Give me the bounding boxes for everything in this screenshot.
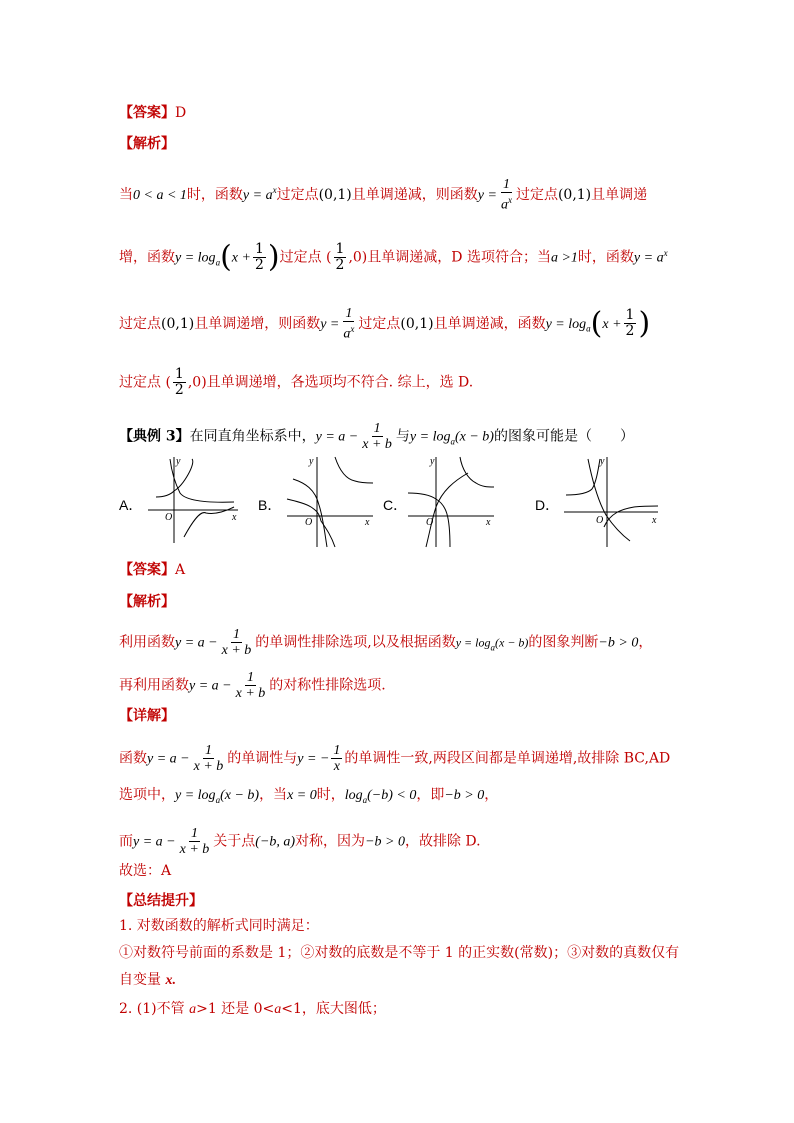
numerator: 1 bbox=[246, 670, 254, 685]
text: 当 bbox=[119, 186, 133, 203]
text: ，即 bbox=[416, 787, 445, 803]
text: 的图象可能是（ ） bbox=[493, 428, 634, 445]
denominator: x bbox=[333, 759, 340, 774]
analysis1-line-2 bbox=[119, 239, 668, 275]
fraction bbox=[499, 177, 514, 213]
text: 过定点 ( bbox=[119, 374, 171, 391]
text: >1 还是 0< bbox=[196, 1001, 275, 1017]
math: (0,1) bbox=[318, 186, 352, 203]
denominator bbox=[499, 193, 514, 213]
curve-hyperbola-right bbox=[460, 457, 494, 487]
math: (0,1) bbox=[400, 315, 434, 332]
denominator: x + b bbox=[221, 643, 252, 658]
origin-label: O bbox=[596, 515, 604, 526]
y-label: y bbox=[430, 456, 435, 467]
option-d-label: D． bbox=[535, 497, 560, 513]
analysis1-line-4 bbox=[119, 367, 473, 398]
math: y = log bbox=[455, 635, 491, 650]
math: x + bbox=[602, 316, 622, 332]
math: log bbox=[344, 788, 363, 803]
origin-label: O bbox=[426, 517, 434, 528]
text: 自变量 bbox=[119, 972, 161, 988]
detail-line-2 bbox=[119, 785, 498, 810]
summary-label: 【总结提升】 bbox=[119, 893, 203, 909]
den-sup: x bbox=[507, 195, 512, 205]
math: a >1 bbox=[550, 250, 578, 266]
math: −b > 0 bbox=[598, 635, 639, 651]
text: 时，函数 bbox=[186, 186, 243, 203]
math: x + bbox=[231, 250, 251, 266]
math-sub: a bbox=[215, 794, 221, 805]
text: ，故排除 D. bbox=[404, 833, 481, 850]
denominator: 2 bbox=[174, 382, 184, 398]
math: y = a bbox=[242, 187, 273, 203]
answer-label: 【答案】 bbox=[119, 105, 175, 121]
math: (0,1) bbox=[557, 186, 592, 203]
text: ，当 bbox=[259, 787, 288, 803]
text: ， bbox=[638, 634, 653, 651]
numerator: 1 bbox=[345, 306, 353, 321]
answer-label: 【答案】 bbox=[119, 562, 175, 578]
math: y = bbox=[320, 316, 340, 332]
text: <1，底大图低； bbox=[281, 1001, 386, 1017]
math: a bbox=[189, 1002, 197, 1017]
math: y = a − bbox=[189, 678, 232, 694]
analysis-label-2: 【解析】 bbox=[119, 594, 175, 610]
analysis-label-1: 【解析】 bbox=[119, 136, 175, 152]
example3-line bbox=[119, 421, 634, 452]
y-label: y bbox=[176, 456, 181, 467]
denominator bbox=[341, 322, 356, 342]
denominator: x + b bbox=[235, 686, 266, 701]
fraction bbox=[234, 670, 268, 701]
denominator: 2 bbox=[625, 323, 635, 340]
math: y = a − bbox=[147, 751, 190, 767]
text: 在同直角坐标系中， bbox=[189, 428, 316, 445]
detail-line-1 bbox=[119, 743, 670, 774]
denominator: x + b bbox=[362, 437, 392, 452]
fraction bbox=[624, 308, 637, 339]
text: 2. (1)不管 bbox=[119, 1001, 185, 1017]
curve-log bbox=[426, 473, 468, 547]
paren-open: ( bbox=[220, 239, 232, 275]
math: x = 0 bbox=[287, 788, 317, 803]
fraction bbox=[341, 306, 356, 342]
math: a bbox=[274, 1002, 282, 1017]
denominator: 2 bbox=[335, 257, 345, 273]
text: ,0) bbox=[187, 374, 207, 391]
fraction bbox=[253, 242, 266, 273]
text: 增，函数 bbox=[119, 249, 175, 266]
math: (0,1) bbox=[161, 315, 195, 332]
fraction bbox=[192, 743, 226, 774]
text: 且单调递增，各选项均不符合. 综上，选 D. bbox=[206, 374, 474, 391]
answer-line-2 bbox=[119, 560, 185, 580]
text: 且单调递 bbox=[591, 186, 648, 203]
denominator: x + b bbox=[179, 842, 210, 857]
math: y = log bbox=[545, 316, 587, 332]
graph-option-c bbox=[406, 455, 501, 550]
math: 0 < a < 1 bbox=[133, 187, 187, 203]
math: (x − b) bbox=[220, 788, 260, 803]
origin-label: O bbox=[305, 517, 313, 528]
math: y = bbox=[477, 187, 497, 203]
math: y = a − bbox=[175, 635, 218, 651]
text: ,0) bbox=[348, 249, 368, 266]
den-sup: x bbox=[350, 324, 355, 334]
math: (x − b) bbox=[495, 635, 529, 650]
x-label: x bbox=[486, 517, 491, 528]
answer-value: D bbox=[175, 105, 187, 121]
text: ， bbox=[484, 787, 499, 803]
graph-option-b bbox=[285, 455, 380, 550]
option-a-label: A． bbox=[119, 497, 143, 513]
math: (−b) < 0 bbox=[367, 788, 417, 803]
text: 过定点 bbox=[515, 186, 558, 203]
numerator: 1 bbox=[625, 307, 635, 324]
text: 选项中， bbox=[119, 787, 175, 803]
y-label: y bbox=[309, 456, 314, 467]
fraction bbox=[334, 242, 347, 273]
paren-close: ) bbox=[638, 305, 651, 341]
x-label: x bbox=[365, 517, 370, 528]
math: −b > 0 bbox=[444, 788, 485, 803]
math: y = log bbox=[409, 429, 451, 445]
text: 过定点 bbox=[358, 315, 401, 332]
text: 再利用函数 bbox=[119, 677, 189, 694]
numerator: 1 bbox=[502, 177, 510, 192]
text: 的单调性与 bbox=[227, 750, 298, 767]
math: y = − bbox=[297, 751, 330, 767]
paren-open: ( bbox=[590, 305, 603, 341]
text: 时，函数 bbox=[577, 249, 634, 266]
fraction bbox=[178, 826, 212, 857]
math: y = log bbox=[175, 788, 216, 803]
numerator: 1 bbox=[373, 421, 381, 436]
summary-p2: ①对数符号前面的系数是 1；②对数的底数是不等于 1 的正实数(常数)；③对数的真数仅有 bbox=[119, 945, 680, 961]
graph-option-a bbox=[146, 455, 246, 545]
option-c-label: C． bbox=[383, 497, 408, 513]
denominator: x + b bbox=[193, 759, 224, 774]
text: 的单调性一致,两段区间都是单调递增,故排除 BC,AD bbox=[344, 750, 671, 767]
math: y = log bbox=[175, 250, 216, 266]
numerator: 1 bbox=[174, 366, 184, 382]
curve-log bbox=[588, 459, 630, 541]
numerator: 1 bbox=[254, 241, 264, 257]
math-sub: a bbox=[490, 642, 495, 653]
curve-hyperbola-right bbox=[335, 457, 373, 483]
math-sup: x bbox=[272, 185, 277, 196]
example-label: 【典例 3】 bbox=[119, 428, 190, 445]
answer-value: A bbox=[175, 562, 186, 578]
text: 的图象判断 bbox=[528, 634, 599, 651]
analysis2-line-1 bbox=[119, 627, 652, 658]
fraction bbox=[360, 421, 394, 452]
den-base: a bbox=[343, 326, 351, 342]
text: 的单调性排除选项,以及根据函数 bbox=[255, 634, 456, 651]
den-base: a bbox=[500, 197, 508, 213]
curve-hyperbola-left bbox=[566, 459, 600, 495]
analysis2-line-2 bbox=[119, 670, 386, 701]
math-sub: a bbox=[215, 257, 221, 268]
curve-log bbox=[293, 479, 327, 547]
text: 而 bbox=[119, 833, 133, 850]
y-label: y bbox=[600, 456, 605, 467]
math: (−b, a) bbox=[255, 834, 296, 850]
analysis1-line-1 bbox=[119, 177, 647, 213]
answer-line-1 bbox=[119, 103, 186, 123]
math-sub: a bbox=[450, 436, 455, 447]
text: 且单调递减，则函数 bbox=[351, 186, 478, 203]
summary-p1: 1. 对数函数的解析式同时满足： bbox=[119, 918, 319, 934]
analysis1-line-3 bbox=[119, 306, 650, 342]
fraction bbox=[331, 743, 342, 774]
numerator: 1 bbox=[204, 743, 212, 758]
math: x. bbox=[165, 973, 176, 988]
text: 关于点 bbox=[213, 833, 256, 850]
math: −b > 0 bbox=[365, 834, 405, 850]
math-sup: x bbox=[663, 247, 668, 258]
paren-close: ) bbox=[267, 239, 280, 275]
numerator: 1 bbox=[232, 627, 240, 642]
text: 利用函数 bbox=[119, 634, 175, 651]
math-sub: a bbox=[586, 323, 591, 334]
detail-line-3 bbox=[119, 826, 481, 857]
text: 过定点 bbox=[119, 315, 161, 332]
graph-option-d bbox=[562, 455, 667, 550]
math-sub: a bbox=[362, 794, 368, 805]
summary-p3 bbox=[119, 970, 176, 991]
fraction bbox=[220, 627, 254, 658]
summary-p4 bbox=[119, 999, 386, 1020]
math: (x − b) bbox=[454, 429, 494, 445]
text: 对称，因为 bbox=[295, 833, 366, 850]
math: y = a − bbox=[133, 834, 176, 850]
detail-label: 【详解】 bbox=[119, 708, 175, 724]
option-b-label: B． bbox=[258, 497, 282, 513]
fraction bbox=[173, 367, 186, 398]
text: 过定点 bbox=[276, 186, 319, 203]
text: 且单调递增，则函数 bbox=[194, 315, 321, 332]
text: 与 bbox=[395, 428, 410, 445]
numerator: 1 bbox=[190, 826, 198, 841]
math: y = a bbox=[633, 250, 664, 266]
text: 且单调递减，函数 bbox=[433, 315, 546, 332]
text: 时， bbox=[316, 787, 345, 803]
origin-label: O bbox=[165, 512, 173, 523]
x-label: x bbox=[232, 512, 237, 523]
detail-conclusion: 故选：A bbox=[119, 863, 172, 879]
curve-hyperbola-right bbox=[184, 507, 234, 537]
denominator: 2 bbox=[254, 257, 264, 273]
math: y = a − bbox=[315, 429, 359, 445]
numerator: 1 bbox=[335, 241, 345, 257]
text: 过定点 ( bbox=[279, 249, 332, 266]
numerator: 1 bbox=[333, 743, 341, 758]
text: 且单调递减，D 选项符合；当 bbox=[367, 249, 551, 266]
text: 的对称性排除选项. bbox=[269, 677, 386, 694]
x-label: x bbox=[652, 515, 657, 526]
text: 函数 bbox=[119, 750, 147, 767]
